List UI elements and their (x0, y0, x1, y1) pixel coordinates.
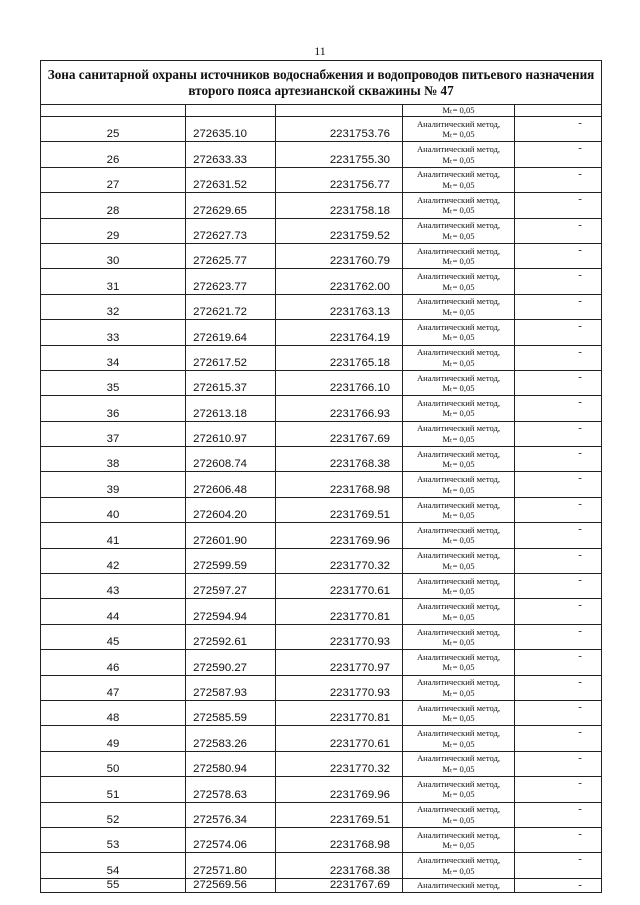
note-mark: - (578, 294, 582, 307)
note-mark: - (578, 523, 582, 536)
table-row (41, 294, 602, 319)
note-cell (515, 878, 602, 892)
method-error: Mₜ= 0,05 (442, 535, 475, 546)
note-cell (515, 497, 602, 522)
note-mark: - (578, 218, 582, 231)
note-cell (515, 269, 602, 294)
note-cell (515, 802, 602, 827)
continuation-cell-x (186, 105, 276, 117)
method-cell (403, 675, 515, 700)
coordinate-y: 2231759.52 (276, 218, 403, 243)
coordinate-x: 272604.20 (186, 497, 276, 522)
coordinate-x: 272606.48 (186, 472, 276, 497)
coordinate-x: 272635.10 (186, 117, 276, 142)
note-mark: - (578, 447, 582, 460)
coordinate-y: 2231769.96 (276, 777, 403, 802)
point-number: 44 (41, 599, 186, 624)
coordinate-y: 2231755.30 (276, 142, 403, 167)
method-cell (403, 167, 515, 192)
method-name: Аналитический метод, (416, 575, 501, 586)
method-error: Mₜ= 0,05 (442, 433, 475, 444)
note-mark: - (578, 243, 582, 256)
note-cell (515, 853, 602, 878)
method-cell (403, 624, 515, 649)
coordinate-x: 272619.64 (186, 320, 276, 345)
method-cell (403, 370, 515, 395)
point-number: 35 (41, 370, 186, 395)
coordinate-y: 2231764.19 (276, 320, 403, 345)
method-cell (403, 599, 515, 624)
method-name: Аналитический метод, (416, 626, 501, 637)
coordinate-y: 2231770.81 (276, 599, 403, 624)
method-cell (403, 548, 515, 573)
coordinate-y: 2231768.38 (276, 447, 403, 472)
note-cell (515, 193, 602, 218)
note-mark: - (578, 624, 582, 637)
note-mark: - (578, 599, 582, 612)
method-name: Аналитический метод, (416, 804, 501, 815)
note-mark: - (578, 142, 582, 155)
note-cell (515, 777, 602, 802)
method-error: Mₜ= 0,05 (442, 129, 475, 140)
note-cell (515, 396, 602, 421)
note-mark: - (578, 320, 582, 333)
method-cell (403, 117, 515, 142)
note-cell (515, 599, 602, 624)
method-name: Аналитический метод, (416, 144, 501, 155)
point-number: 36 (41, 396, 186, 421)
point-number: 30 (41, 243, 186, 268)
coordinates-table-container (40, 60, 601, 893)
method-cell (403, 472, 515, 497)
method-cell (403, 700, 515, 725)
note-cell (515, 218, 602, 243)
method-name: Аналитический метод, (416, 651, 501, 662)
method-cell (403, 142, 515, 167)
method-cell (403, 345, 515, 370)
method-cell (403, 777, 515, 802)
table-row (41, 726, 602, 751)
method-name: Аналитический метод, (416, 524, 501, 535)
note-mark: - (578, 802, 582, 815)
method-name: Аналитический метод, (416, 601, 501, 612)
coordinate-y: 2231770.93 (276, 624, 403, 649)
table-row (41, 650, 602, 675)
table-row (41, 523, 602, 548)
method-error: Mₜ= 0,05 (442, 281, 475, 292)
table-row (41, 700, 602, 725)
table-row (41, 777, 602, 802)
coordinate-x: 272574.06 (186, 827, 276, 852)
coordinate-x: 272631.52 (186, 167, 276, 192)
coordinate-y: 2231768.98 (276, 472, 403, 497)
point-number: 55 (41, 878, 186, 892)
note-mark: - (578, 777, 582, 790)
point-number: 32 (41, 294, 186, 319)
coordinates-table (40, 60, 602, 893)
method-name: Аналитический метод, (416, 347, 501, 358)
point-number: 41 (41, 523, 186, 548)
method-cell (403, 523, 515, 548)
method-error: Mₜ= 0,05 (442, 586, 475, 597)
table-row (41, 472, 602, 497)
table-row (41, 320, 602, 345)
table-title: Зона санитарной охраны источников водоснабжения и водопроводов питьевого назначения второго пояса артезианской скважины № 47 (41, 61, 602, 105)
method-error: Mₜ= 0,05 (442, 230, 475, 241)
table-row-last (41, 878, 602, 892)
method-cell (403, 853, 515, 878)
coordinate-x: 272583.26 (186, 726, 276, 751)
note-cell (515, 117, 602, 142)
method-name: Аналитический метод, (416, 677, 501, 688)
table-row (41, 370, 602, 395)
table-row (41, 218, 602, 243)
coordinate-y: 2231762.00 (276, 269, 403, 294)
coordinate-x: 272629.65 (186, 193, 276, 218)
note-cell (515, 574, 602, 599)
coordinate-x: 272617.52 (186, 345, 276, 370)
point-number: 54 (41, 853, 186, 878)
point-number: 39 (41, 472, 186, 497)
note-mark: - (578, 827, 582, 840)
coordinate-y: 2231766.10 (276, 370, 403, 395)
coordinate-y: 2231770.97 (276, 650, 403, 675)
table-row (41, 345, 602, 370)
table-row (41, 802, 602, 827)
note-mark: - (578, 650, 582, 663)
method-error: Mₜ= 0,05 (442, 510, 475, 521)
table-row (41, 853, 602, 878)
coordinate-x: 272599.59 (186, 548, 276, 573)
note-mark: - (578, 675, 582, 688)
note-cell (515, 700, 602, 725)
table-row (41, 193, 602, 218)
method-error: Mₜ= 0,05 (442, 763, 475, 774)
note-cell (515, 472, 602, 497)
point-number: 45 (41, 624, 186, 649)
method-error: Mₜ= 0,05 (442, 154, 475, 165)
point-number: 52 (41, 802, 186, 827)
method-cell (403, 218, 515, 243)
method-cell (403, 802, 515, 827)
table-row (41, 497, 602, 522)
method-error: Mₜ= 0,05 (442, 306, 475, 317)
coordinate-y: 2231763.13 (276, 294, 403, 319)
point-number: 34 (41, 345, 186, 370)
coordinate-x: 272621.72 (186, 294, 276, 319)
method-error: Mₜ= 0,05 (442, 611, 475, 622)
point-number: 50 (41, 751, 186, 776)
coordinate-x: 272615.37 (186, 370, 276, 395)
point-number: 33 (41, 320, 186, 345)
coordinate-y: 2231770.32 (276, 751, 403, 776)
method-cell (403, 650, 515, 675)
method-name: Аналитический метод, (416, 372, 501, 383)
table-row (41, 396, 602, 421)
note-mark: - (578, 472, 582, 485)
method-cell (403, 269, 515, 294)
note-mark: - (578, 421, 582, 434)
coordinate-y: 2231767.69 (276, 421, 403, 446)
note-mark: - (578, 269, 582, 282)
method-error: Mₜ= 0,05 (442, 637, 475, 647)
method-error: Mₜ= 0,05 (442, 205, 475, 216)
coordinate-y: 2231769.96 (276, 523, 403, 548)
note-cell (515, 370, 602, 395)
method-error: Mₜ= 0,05 (442, 484, 475, 495)
method-name: Аналитический метод, (416, 296, 501, 307)
note-mark: - (578, 726, 582, 739)
table-row (41, 599, 602, 624)
method-name: Аналитический метод, (416, 550, 501, 561)
coordinate-x: 272623.77 (186, 269, 276, 294)
note-mark: - (578, 751, 582, 764)
page-number: 11 (314, 44, 326, 58)
continuation-cell-y (276, 105, 403, 117)
note-mark: - (578, 853, 582, 866)
method-name: Аналитический метод, (416, 397, 501, 408)
point-number: 47 (41, 675, 186, 700)
note-cell (515, 421, 602, 446)
note-mark: - (578, 700, 582, 713)
note-mark: - (578, 574, 582, 587)
table-row (41, 117, 602, 142)
method-name: Аналитический метод, (416, 423, 501, 434)
point-number: 48 (41, 700, 186, 725)
coordinate-x: 272633.33 (186, 142, 276, 167)
method-cell (403, 396, 515, 421)
method-cell (403, 726, 515, 751)
note-mark: - (578, 193, 582, 206)
note-cell (515, 523, 602, 548)
method-name: Аналитический метод, (416, 778, 501, 789)
note-mark: - (578, 548, 582, 561)
coordinate-x: 272585.59 (186, 700, 276, 725)
point-number: 29 (41, 218, 186, 243)
method-name: Аналитический метод, (416, 220, 501, 231)
coordinate-y: 2231770.81 (276, 700, 403, 725)
coordinate-y: 2231760.79 (276, 243, 403, 268)
note-cell (515, 675, 602, 700)
method-error: Mₜ= 0,05 (442, 865, 475, 876)
table-row (41, 827, 602, 852)
coordinate-y: 2231766.93 (276, 396, 403, 421)
coordinate-x: 272578.63 (186, 777, 276, 802)
coordinate-x: 272627.73 (186, 218, 276, 243)
table-row (41, 243, 602, 268)
note-cell (515, 243, 602, 268)
note-cell (515, 726, 602, 751)
method-error: Mₜ= 0,05 (442, 662, 475, 673)
note-cell (515, 142, 602, 167)
coordinate-x: 272594.94 (186, 599, 276, 624)
method-name: Аналитический метод, (416, 499, 501, 510)
method-name: Аналитический метод, (416, 702, 501, 713)
coordinate-x: 272569.56 (186, 878, 276, 892)
method-error: Mₜ= 0,05 (442, 256, 475, 267)
coordinate-y: 2231770.61 (276, 574, 403, 599)
method-name: Аналитический метод, (416, 753, 501, 764)
method-cell (403, 827, 515, 852)
coordinate-y: 2231768.38 (276, 853, 403, 878)
table-body (41, 105, 602, 893)
method-name: Аналитический метод, (416, 728, 501, 739)
point-number: 27 (41, 167, 186, 192)
method-cell (403, 243, 515, 268)
coordinate-y: 2231767.69 (276, 878, 403, 892)
method-cell (403, 320, 515, 345)
method-error: Mₜ= 0,05 (442, 713, 475, 724)
continuation-cell-method: Mₜ= 0,05 (403, 105, 515, 117)
method-name: Аналитический метод, (416, 321, 501, 332)
coordinate-x: 272571.80 (186, 853, 276, 878)
method-cell (403, 751, 515, 776)
table-row (41, 675, 602, 700)
note-cell (515, 751, 602, 776)
method-error: Mₜ= 0,05 (442, 687, 475, 698)
coordinate-y: 2231770.61 (276, 726, 403, 751)
coordinate-x: 272610.97 (186, 421, 276, 446)
coordinate-x: 272597.27 (186, 574, 276, 599)
point-number: 43 (41, 574, 186, 599)
coordinate-x: 272590.27 (186, 650, 276, 675)
point-number: 42 (41, 548, 186, 573)
method-error: Mₜ= 0,05 (442, 408, 475, 419)
point-number: 38 (41, 447, 186, 472)
method-cell (403, 447, 515, 472)
method-name: Аналитический метод, (416, 271, 501, 282)
method-cell (403, 574, 515, 599)
method-cell (403, 193, 515, 218)
note-mark: - (578, 117, 582, 129)
coordinate-x: 272613.18 (186, 396, 276, 421)
point-number: 37 (41, 421, 186, 446)
method-name: Аналитический метод, (416, 194, 501, 205)
method-name: Аналитический метод, (416, 245, 501, 256)
coordinate-y: 2231756.77 (276, 167, 403, 192)
point-number: 26 (41, 142, 186, 167)
table-row (41, 167, 602, 192)
method-cell: Аналитический метод, (403, 878, 515, 892)
method-error: Mₜ= 0,05 (442, 814, 475, 825)
note-cell (515, 650, 602, 675)
coordinate-x: 272592.61 (186, 624, 276, 649)
coordinate-x: 272608.74 (186, 447, 276, 472)
note-mark: - (578, 396, 582, 409)
table-row (41, 269, 602, 294)
method-name: Аналитический метод, (416, 118, 501, 129)
table-row (41, 548, 602, 573)
coordinate-y: 2231770.32 (276, 548, 403, 573)
coordinate-y: 2231753.76 (276, 117, 403, 142)
coordinate-x: 272587.93 (186, 675, 276, 700)
method-error: Mₜ= 0,05 (442, 789, 475, 800)
note-cell (515, 447, 602, 472)
coordinate-y: 2231768.98 (276, 827, 403, 852)
method-name: Аналитический метод, (416, 829, 501, 840)
method-cell (403, 421, 515, 446)
method-error: Mₜ= 0,05 (442, 459, 475, 470)
method-error: Mₜ= 0,05 (442, 383, 475, 394)
note-cell (515, 548, 602, 573)
coordinate-y: 2231770.93 (276, 675, 403, 700)
point-number: 51 (41, 777, 186, 802)
table-row-continuation (41, 105, 602, 117)
method-error: Mₜ= 0,05 (442, 332, 475, 343)
method-cell (403, 497, 515, 522)
point-number: 31 (41, 269, 186, 294)
continuation-cell-number (41, 105, 186, 117)
table-row (41, 421, 602, 446)
method-name: Аналитический метод, (416, 448, 501, 459)
note-cell (515, 320, 602, 345)
coordinate-y: 2231758.18 (276, 193, 403, 218)
coordinate-y: 2231769.51 (276, 802, 403, 827)
table-row (41, 624, 602, 649)
method-error: Mₜ= 0,05 (442, 840, 475, 851)
method-name: Аналитический метод, (416, 169, 501, 180)
note-cell (515, 827, 602, 852)
coordinate-x: 272576.34 (186, 802, 276, 827)
table-row (41, 447, 602, 472)
coordinate-y: 2231769.51 (276, 497, 403, 522)
method-name: Аналитический метод, (416, 855, 501, 866)
note-mark: - (578, 497, 582, 510)
point-number: 25 (41, 117, 186, 142)
method-error: Mₜ= 0,05 (442, 560, 475, 571)
point-number: 46 (41, 650, 186, 675)
coordinate-x: 272601.90 (186, 523, 276, 548)
note-mark: - (578, 345, 582, 358)
method-error: Mₜ= 0,05 (442, 738, 475, 749)
point-number: 28 (41, 193, 186, 218)
note-mark: - (578, 878, 582, 891)
note-cell (515, 294, 602, 319)
note-cell (515, 624, 602, 649)
point-number: 53 (41, 827, 186, 852)
method-cell (403, 294, 515, 319)
note-mark: - (578, 370, 582, 383)
coordinate-x: 272580.94 (186, 751, 276, 776)
method-name: Аналитический метод, (416, 474, 501, 485)
point-number: 40 (41, 497, 186, 522)
method-error: Mₜ= 0,05 (442, 179, 475, 190)
continuation-cell-note (515, 105, 602, 117)
note-cell (515, 345, 602, 370)
table-row (41, 142, 602, 167)
table-row (41, 574, 602, 599)
coordinate-x: 272625.77 (186, 243, 276, 268)
point-number: 49 (41, 726, 186, 751)
note-mark: - (578, 167, 582, 180)
note-cell (515, 167, 602, 192)
coordinate-y: 2231765.18 (276, 345, 403, 370)
table-row (41, 751, 602, 776)
method-error: Mₜ= 0,05 (442, 357, 475, 368)
